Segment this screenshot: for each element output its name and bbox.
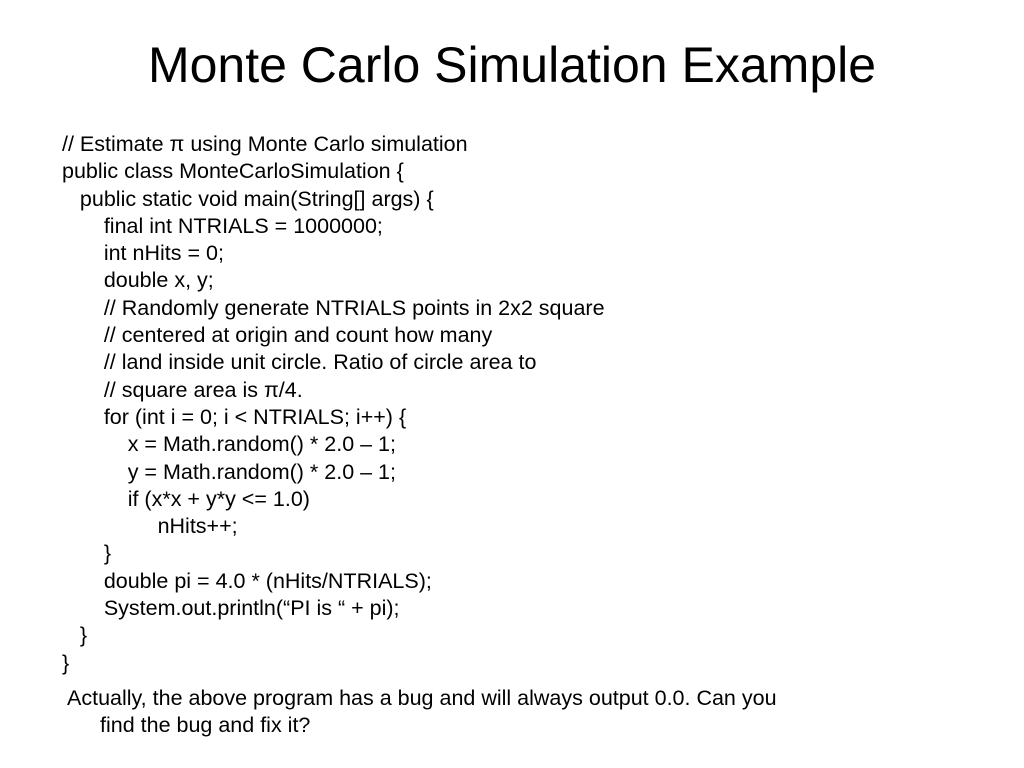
slide-title: Monte Carlo Simulation Example: [147, 37, 877, 93]
code-line: if (x*x + y*y <= 1.0): [62, 486, 310, 511]
code-block: [62, 131, 1002, 677]
code-line: // centered at origin and count how many: [62, 323, 493, 348]
code-line: double pi = 4.0 * (nHits/NTRIALS);: [62, 568, 432, 593]
code-line: public class MonteCarloSimulation {: [62, 159, 404, 184]
code-line: y = Math.random() * 2.0 – 1;: [62, 459, 396, 484]
code-line: }: [62, 541, 111, 566]
code-line: double x, y;: [62, 268, 214, 293]
code-line: // Estimate π using Monte Carlo simulation: [62, 132, 468, 156]
code-line: // square area is π/4.: [62, 377, 303, 402]
code-line: System.out.println(“PI is “ + pi);: [62, 596, 400, 621]
code-line: int nHits = 0;: [62, 241, 224, 266]
code-line: final int NTRIALS = 1000000;: [62, 213, 383, 238]
bug-note-line: Actually, the above program has a bug and will always output 0.0. Can you: [67, 686, 777, 710]
bug-note: [67, 685, 967, 739]
code-line: }: [62, 650, 70, 675]
bug-note-line: find the bug and fix it?: [100, 713, 311, 737]
code-line: // Randomly generate NTRIALS points in 2x2 square: [62, 295, 605, 320]
code-line: }: [62, 623, 88, 648]
code-line: x = Math.random() * 2.0 – 1;: [62, 432, 396, 457]
code-line: // land inside unit circle. Ratio of circle area to: [62, 350, 537, 375]
code-line: public static void main(String[] args) {: [62, 186, 434, 211]
code-line: nHits++;: [62, 514, 238, 539]
code-line: for (int i = 0; i < NTRIALS; i++) {: [62, 404, 407, 429]
